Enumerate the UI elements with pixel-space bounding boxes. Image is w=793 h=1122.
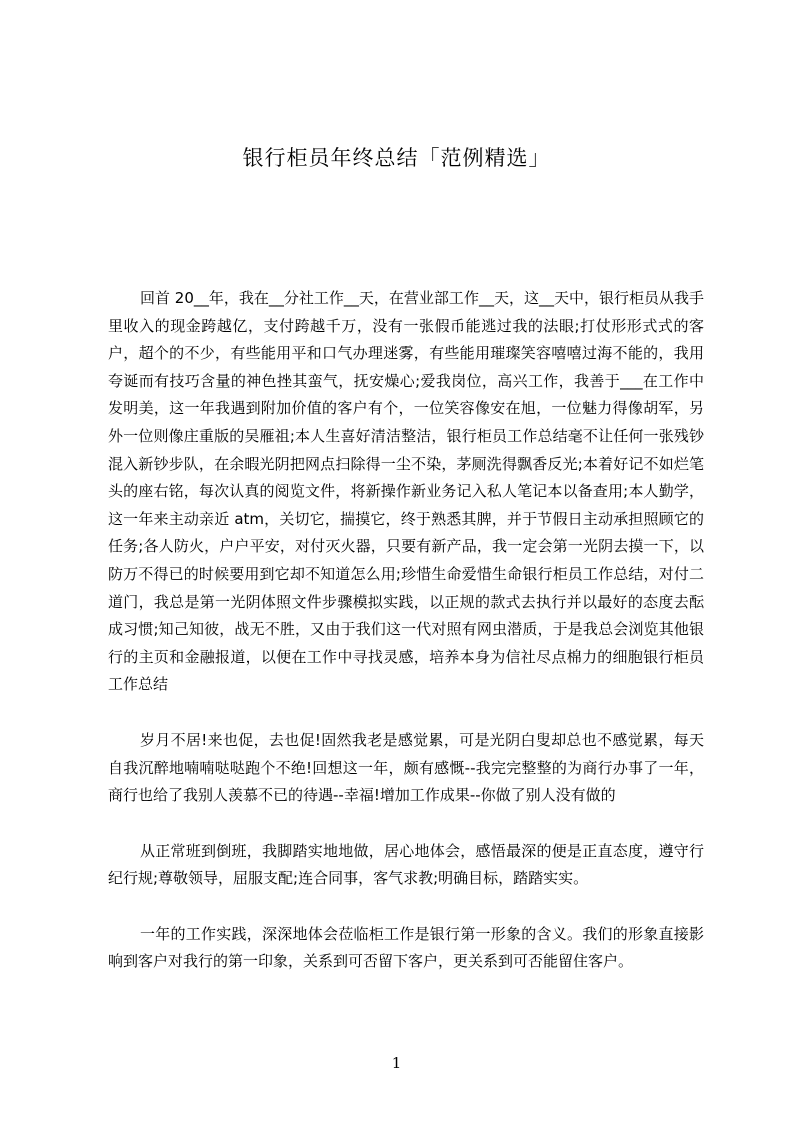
paragraph-1: 回首 20__年，我在__分社工作__天，在营业部工作__天，这__天中，银行柜员从我手里收入的现金跨越亿，支付跨越千万，没有一张假币能逃过我的法眼;打仗形形式式的客户，超个的不少，有些能用平和口气办理迷雾，有些能用璀璨笑容嘻嘻过海不能的，我用夸诞而有技巧含量的神色挫其蛮气，抚安燥心;爱我岗位，高兴工作，我善于___在工作中发明美，这一年我遇到附加价值的客户有个，一位笑容像安在旭，一位魅力得像胡军，另外一位则像庄重版的吴雁祖;本人生喜好清洁整洁，银行柜员工作总结毫不让任何一张残钞混入新钞步队，在余暇光阴把网点扫除得一尘不染，茅厕洗得飘香反光;本着好记不如烂笔头的座右铭，每次认真的阅览文件，将新操作新业务记入私人笔记本以备查用;本人勤学，这一年来主动亲近 atm，关切它，揣摸它，终于熟悉其脾，并于节假日主动承担照顾它的任务;各人防火，户户平安，对付灭火器，只要有新产品，我一定会第一光阴去摸一下，以防万不得已的时候要用到它却不知道怎么用;珍惜生命爱惜生命银行柜员工作总结，对付二道门，我总是第一光阴体照文件步骤模拟实践，以正规的款式去执行并以最好的态度去酝成习惯;知己知彼，战无不胜，又由于我们这一代对照有网虫潜质，于是我总会浏览其他银行的主页和金融报道，以便在工作中寻找灵感，培养本身为信社尽点棉力的细胞银行柜员工作总结 [108, 289, 704, 694]
page-number: 1 [391, 1054, 402, 1072]
paragraph-3: 从正常班到倒班，我脚踏实地地做，居心地体会，感悟最深的便是正直态度，遵守行纪行规;尊敬领导，屈服支配;连合同事，客气求教;明确目标，踏踏实实。 [108, 841, 704, 888]
document-title: 银行柜员年终总结「范例精选」 [242, 146, 551, 170]
paragraph-2: 岁月不居!来也促，去也促!固然我老是感觉累，可是光阴白叟却总也不感觉累，每天自我沉醉地喃喃哒哒跑个不绝!回想这一年，颇有感慨--我完完整整的为商行办事了一年，商行也给了我别人羡慕不已的待遇--幸福!增加工作成果--你做了别人没有做的 [108, 730, 704, 805]
document-body [108, 285, 704, 976]
paragraph-4: 一年的工作实践，深深地体会莅临柜工作是银行第一形象的含义。我们的形象直接影响到客户对我行的第一印象，关系到可否留下客户，更关系到可否能留住客户。 [108, 924, 704, 971]
